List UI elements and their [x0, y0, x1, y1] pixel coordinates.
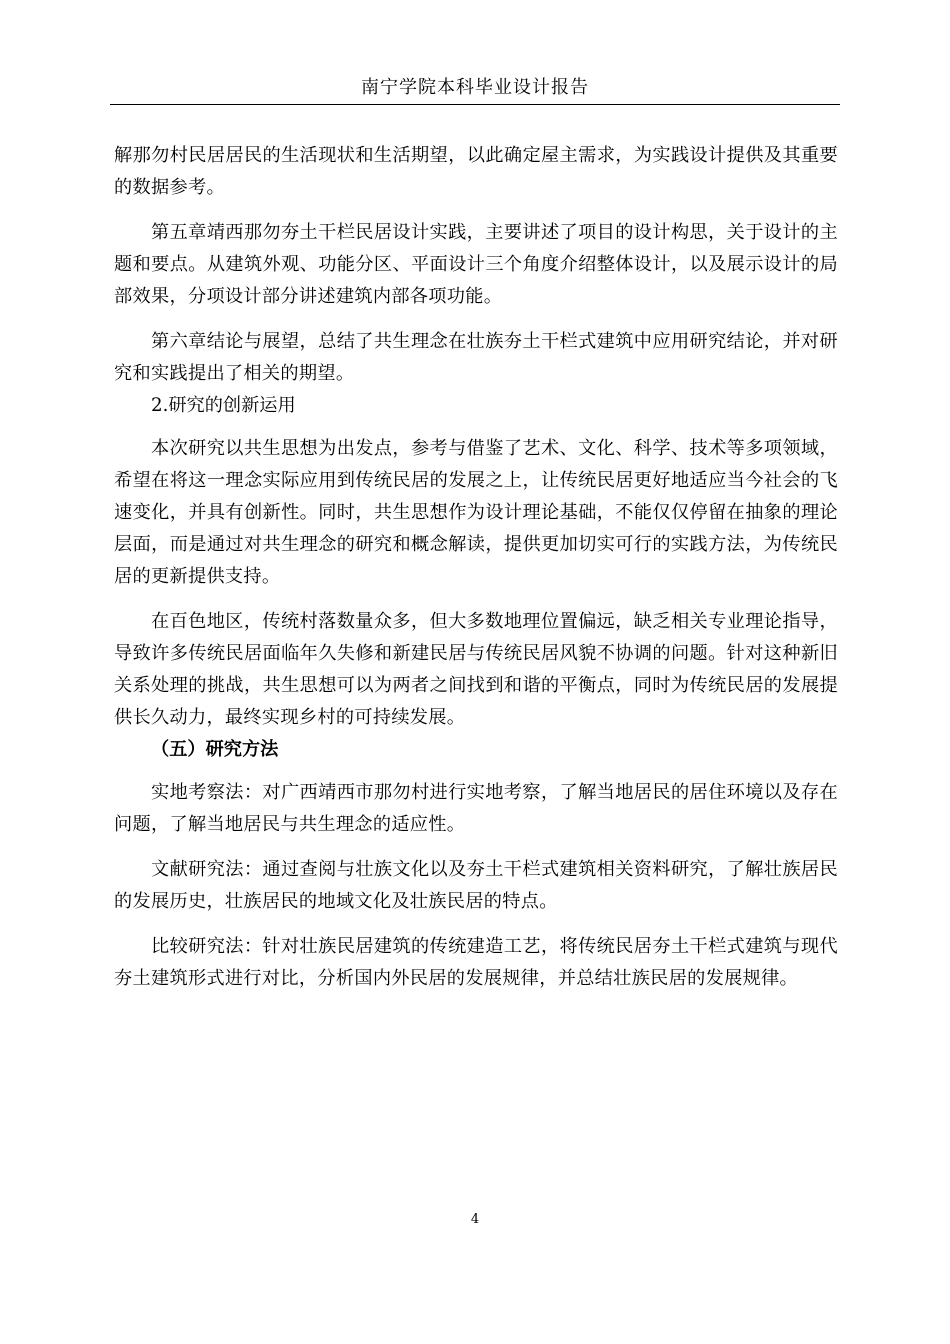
running-header-title: 南宁学院本科毕业设计报告 [361, 77, 589, 98]
paragraph-innovation-1: 本次研究以共生思想为出发点，参考与借鉴了艺术、文化、科学、技术等多项领域，希望在将这一理念实际应用到传统民居的发展之上，让传统民居更好地适应当今社会的飞速变化，并具有创新性。同时，共生思想作为设计理论基础，不能仅仅停留在抽象的理论层面，而是通过对共生理念的研究和概念解读，提供更加切实可行的实践方法，为传统民居的更新提供支持。 [114, 438, 838, 587]
page-body [114, 140, 838, 995]
paragraph-innovation-2: 在百色地区，传统村落数量众多，但大多数地理位置偏远，缺乏相关专业理论指导，导致许多传统民居面临年久失修和新建民居与传统民居风貌不协调的问题。针对这种新旧关系处理的挑战，共生思想可以为两者之间找到和谐的平衡点，同时为传统民居的发展提供长久动力，最终实现乡村的可持续发展。 [114, 611, 838, 728]
subheading-innovation: 2.研究的创新运用 [151, 395, 296, 416]
paragraph-chapter-five: 第五章靖西那勿夯土干栏民居设计实践，主要讲述了项目的设计构思，关于设计的主题和要点。从建筑外观、功能分区、平面设计三个角度介绍整体设计，以及展示设计的局部效果，分项设计部分讲述建筑内部各项功能。 [114, 222, 838, 307]
section-heading-research-methods: （五）研究方法 [151, 739, 279, 760]
header-divider [110, 104, 840, 105]
paragraph-comparative-research: 比较研究法：针对壮族民居建筑的传统建造工艺，将传统民居夯土干栏式建筑与现代夯土建筑形式进行对比，分析国内外民居的发展规律，并总结壮族民居的发展规律。 [114, 936, 838, 989]
paragraph-field-survey: 实地考察法：对广西靖西市那勿村进行实地考察，了解当地居民的居住环境以及存在问题，了解当地居民与共生理念的适应性。 [114, 782, 838, 835]
paragraph-chapter-six: 第六章结论与展望，总结了共生理念在壮族夯土干栏式建筑中应用研究结论，并对研究和实践提出了相关的期望。 [114, 331, 838, 384]
paragraph-literature-research: 文献研究法：通过查阅与壮族文化以及夯土干栏式建筑相关资料研究，了解壮族居民的发展历史，壮族居民的地域文化及壮族民居的特点。 [114, 859, 838, 912]
page-number: 4 [470, 1212, 480, 1227]
paragraph-continuation: 解那勿村民居居民的生活现状和生活期望，以此确定屋主需求，为实践设计提供及其重要的数据参考。 [114, 145, 838, 198]
